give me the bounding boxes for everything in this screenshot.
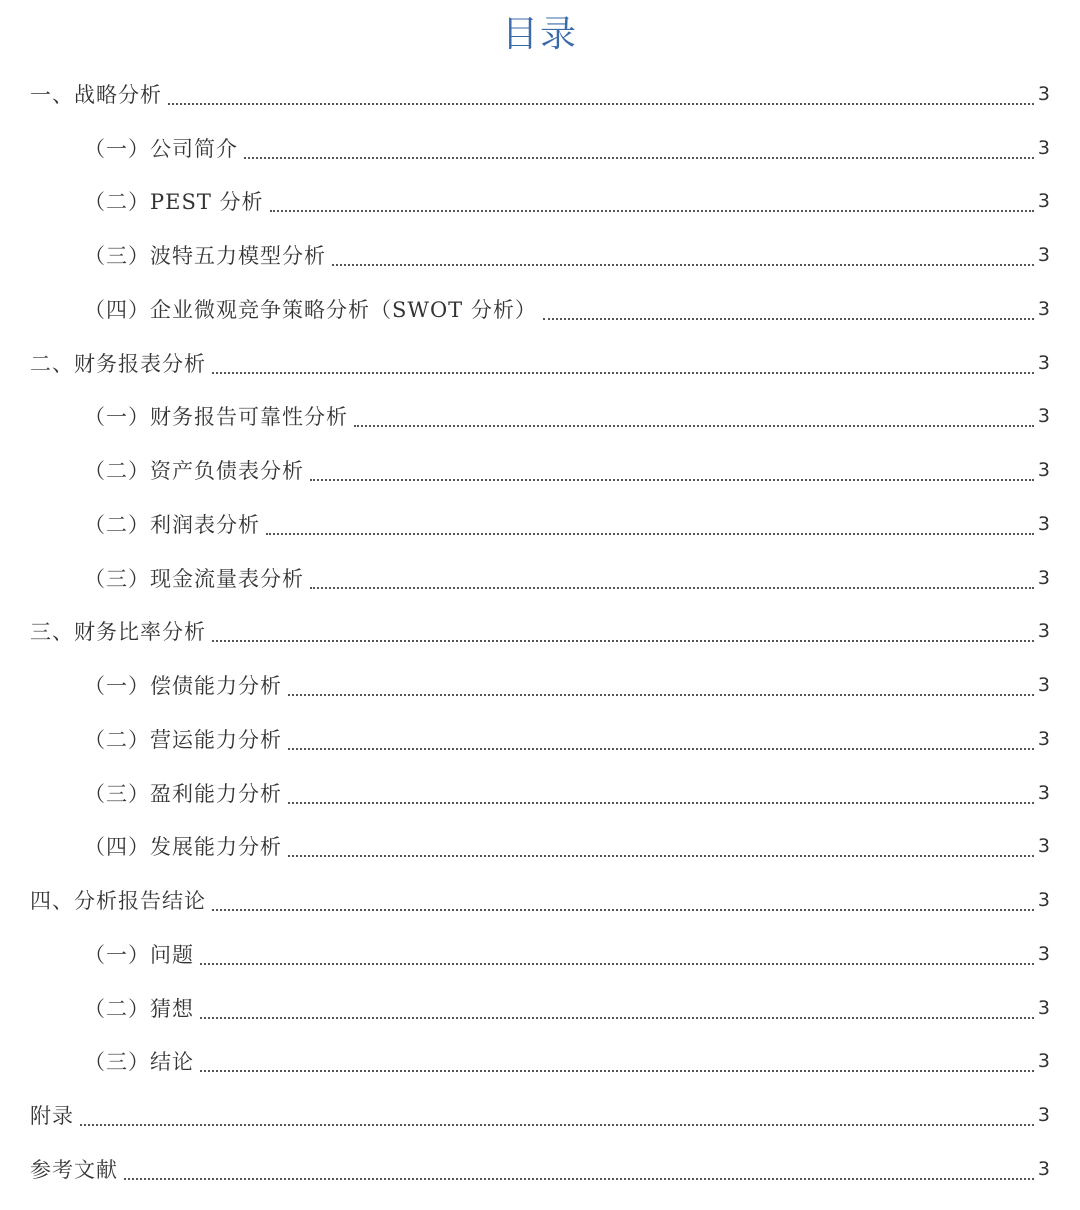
toc-entry-conclusion[interactable] [0, 873, 1080, 927]
dot-leader [200, 1070, 1034, 1072]
toc-entry-financial-ratios[interactable] [0, 605, 1080, 659]
toc-entry-label: （三）现金流量表分析 [84, 566, 304, 591]
toc-entry-label: （一）问题 [84, 942, 194, 967]
toc-entry-solvency[interactable] [0, 658, 1080, 712]
dot-leader [212, 372, 1034, 374]
toc-entry-financial-statements[interactable] [0, 336, 1080, 390]
toc-entry-page: 3 [1037, 244, 1050, 267]
toc-entry-problems[interactable] [0, 927, 1080, 981]
dot-leader [124, 1178, 1034, 1180]
toc-entry-page: 3 [1037, 82, 1050, 105]
toc-entry-page: 3 [1037, 1157, 1050, 1180]
toc-entry-label: （四）企业微观竞争策略分析（SWOT 分析） [84, 297, 537, 322]
toc-entry-page: 3 [1037, 190, 1050, 213]
dot-leader [270, 210, 1034, 212]
toc-entry-label: 三、财务比率分析 [30, 620, 206, 645]
toc-entry-income-statement[interactable] [0, 497, 1080, 551]
toc-entry-label: 参考文献 [30, 1157, 118, 1182]
toc-entry-page: 3 [1037, 1050, 1050, 1073]
toc-entry-page: 3 [1037, 835, 1050, 858]
toc-entry-label: （二）PEST 分析 [84, 190, 264, 215]
toc-entry-page: 3 [1037, 405, 1050, 428]
toc-entry-page: 3 [1037, 781, 1050, 804]
toc-entry-label: （二）资产负债表分析 [84, 459, 304, 484]
dot-leader [543, 318, 1034, 320]
dot-leader [244, 157, 1034, 159]
toc-entry-page: 3 [1037, 1104, 1050, 1127]
toc-entry-page: 3 [1037, 297, 1050, 320]
toc-entry-page: 3 [1037, 620, 1050, 643]
dot-leader [288, 855, 1034, 857]
dot-leader [288, 802, 1034, 804]
toc-entry-growth[interactable] [0, 820, 1080, 874]
toc-entry-references[interactable] [0, 1142, 1080, 1196]
dot-leader [332, 264, 1034, 266]
dot-leader [310, 479, 1034, 481]
toc-entry-page: 3 [1037, 727, 1050, 750]
dot-leader [266, 533, 1034, 535]
toc-entry-pest[interactable] [0, 175, 1080, 229]
toc-entry-page: 3 [1037, 512, 1050, 535]
toc-entry-company-profile[interactable] [0, 121, 1080, 175]
toc-entry-page: 3 [1037, 889, 1050, 912]
dot-leader [288, 748, 1034, 750]
toc-entry-label: （三）盈利能力分析 [84, 781, 282, 806]
toc-entry-label: （四）发展能力分析 [84, 835, 282, 860]
dot-leader [354, 425, 1034, 427]
toc-entry-page: 3 [1037, 674, 1050, 697]
dot-leader [80, 1124, 1034, 1126]
toc-entry-operating-capability[interactable] [0, 712, 1080, 766]
toc-list [0, 67, 1080, 1196]
toc-entry-appendix[interactable] [0, 1088, 1080, 1142]
toc-entry-swot[interactable] [0, 282, 1080, 336]
toc-entry-label: 附录 [30, 1104, 74, 1129]
toc-entry-label: （三）结论 [84, 1050, 194, 1075]
toc-entry-label: （二）利润表分析 [84, 512, 260, 537]
toc-entry-five-forces[interactable] [0, 228, 1080, 282]
toc-entry-reliability[interactable] [0, 390, 1080, 444]
toc-entry-cash-flow[interactable] [0, 551, 1080, 605]
toc-entry-label: （二）营运能力分析 [84, 727, 282, 752]
dot-leader [200, 1017, 1034, 1019]
dot-leader [168, 103, 1034, 105]
toc-entry-profitability[interactable] [0, 766, 1080, 820]
toc-entry-label: （三）波特五力模型分析 [84, 244, 326, 269]
toc-entry-label: （一）偿债能力分析 [84, 674, 282, 699]
dot-leader [212, 909, 1034, 911]
toc-entry-label: 二、财务报表分析 [30, 351, 206, 376]
toc-entry-strategy[interactable] [0, 67, 1080, 121]
dot-leader [212, 640, 1034, 642]
toc-entry-page: 3 [1037, 566, 1050, 589]
toc-entry-page: 3 [1037, 942, 1050, 965]
dot-leader [288, 694, 1034, 696]
toc-entry-label: （一）财务报告可靠性分析 [84, 405, 348, 430]
dot-leader [310, 587, 1034, 589]
dot-leader [200, 963, 1034, 965]
toc-title: 目录 [501, 14, 578, 55]
toc-entry-label: （二）猜想 [84, 996, 194, 1021]
toc-entry-page: 3 [1037, 459, 1050, 482]
toc-entry-page: 3 [1037, 136, 1050, 159]
toc-entry-label: 四、分析报告结论 [30, 889, 206, 914]
toc-entry-page: 3 [1037, 351, 1050, 374]
toc-entry-label: （一）公司简介 [84, 136, 238, 161]
toc-entry-conclusions[interactable] [0, 1035, 1080, 1089]
toc-entry-page: 3 [1037, 996, 1050, 1019]
toc-entry-balance-sheet[interactable] [0, 443, 1080, 497]
toc-entry-hypotheses[interactable] [0, 981, 1080, 1035]
toc-entry-label: 一、战略分析 [30, 82, 162, 107]
